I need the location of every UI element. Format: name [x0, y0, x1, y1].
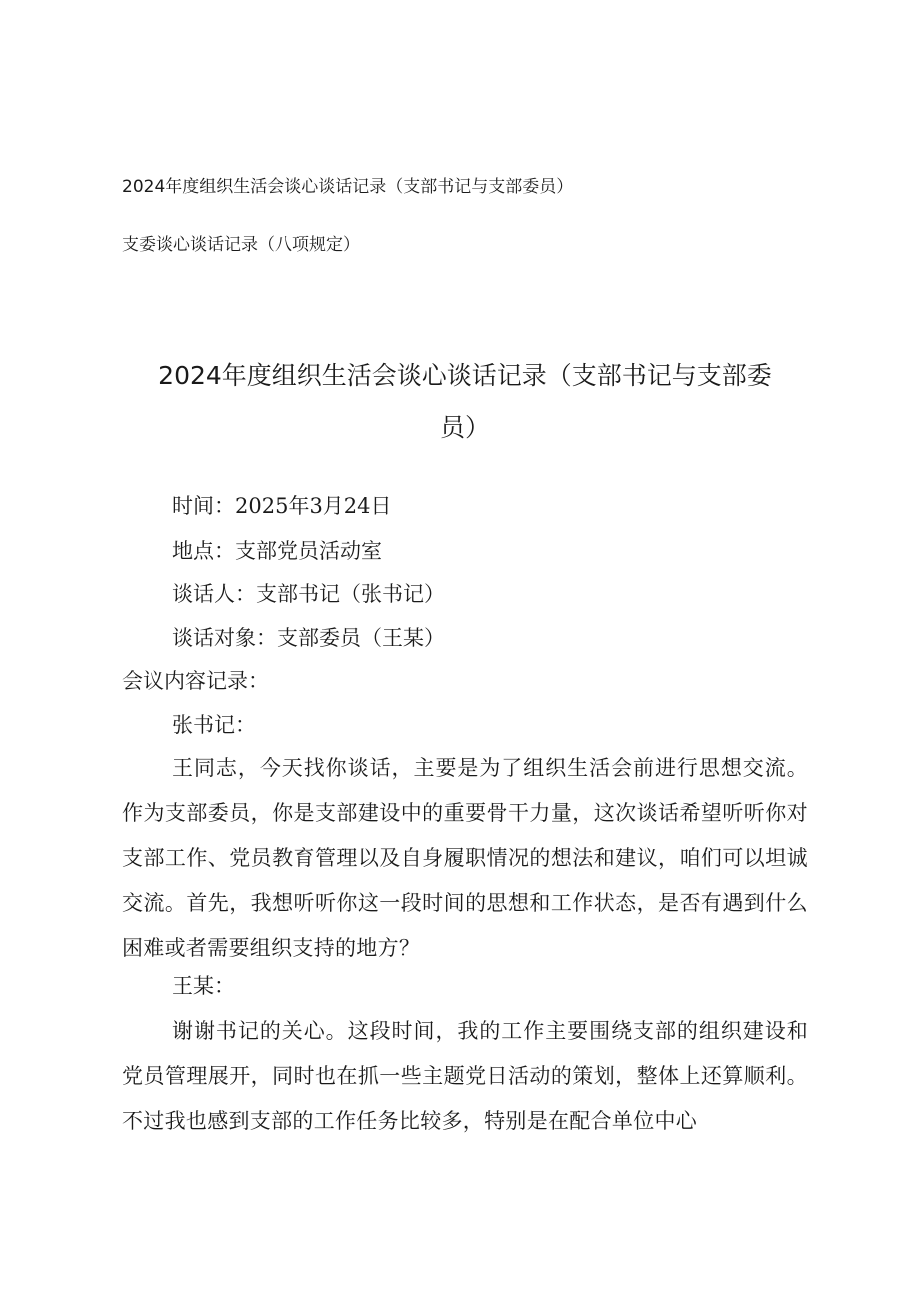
speaker-info: 谈话人：支部书记（张书记） [172, 582, 445, 606]
speaker1-label: 张书记： [172, 713, 256, 737]
meeting-time: 时间：2025年3月24日 [172, 494, 392, 518]
document-title: 2024年度组织生活会谈心谈话记录（支部书记与支部委员） [158, 361, 772, 442]
target-info: 谈话对象：支部委员（王某） [172, 626, 445, 650]
speaker1-paragraph: 王同志，今天找你谈话，主要是为了组织生活会前进行思想交流。作为支部委员，你是支部建设中的重要骨干力量，这次谈话希望听听你对支部工作、党员教育管理以及自身履职情况的想法和建议，咱们可以坦诚交流。首先，我想听听你这一段时间的思想和工作状态，是否有遇到什么困难或者需要组织支持的地方？ [122, 756, 808, 960]
speaker2-paragraph: 谢谢书记的关心。这段时间，我的工作主要围绕支部的组织建设和党员管理展开，同时也在抓一些主题党日活动的策划，整体上还算顺利。不过我也感到支部的工作任务比较多，特别是在配合单位中心 [122, 1019, 808, 1133]
speaker2-label: 王某： [172, 974, 235, 998]
toc-entry-1: 2024年度组织生活会谈心谈话记录（支部书记与支部委员） [122, 177, 574, 197]
meeting-place: 地点：支部党员活动室 [172, 539, 382, 563]
toc-entry-2: 支委谈心谈话记录（八项规定） [122, 235, 360, 255]
record-label: 会议内容记录： [122, 669, 269, 693]
